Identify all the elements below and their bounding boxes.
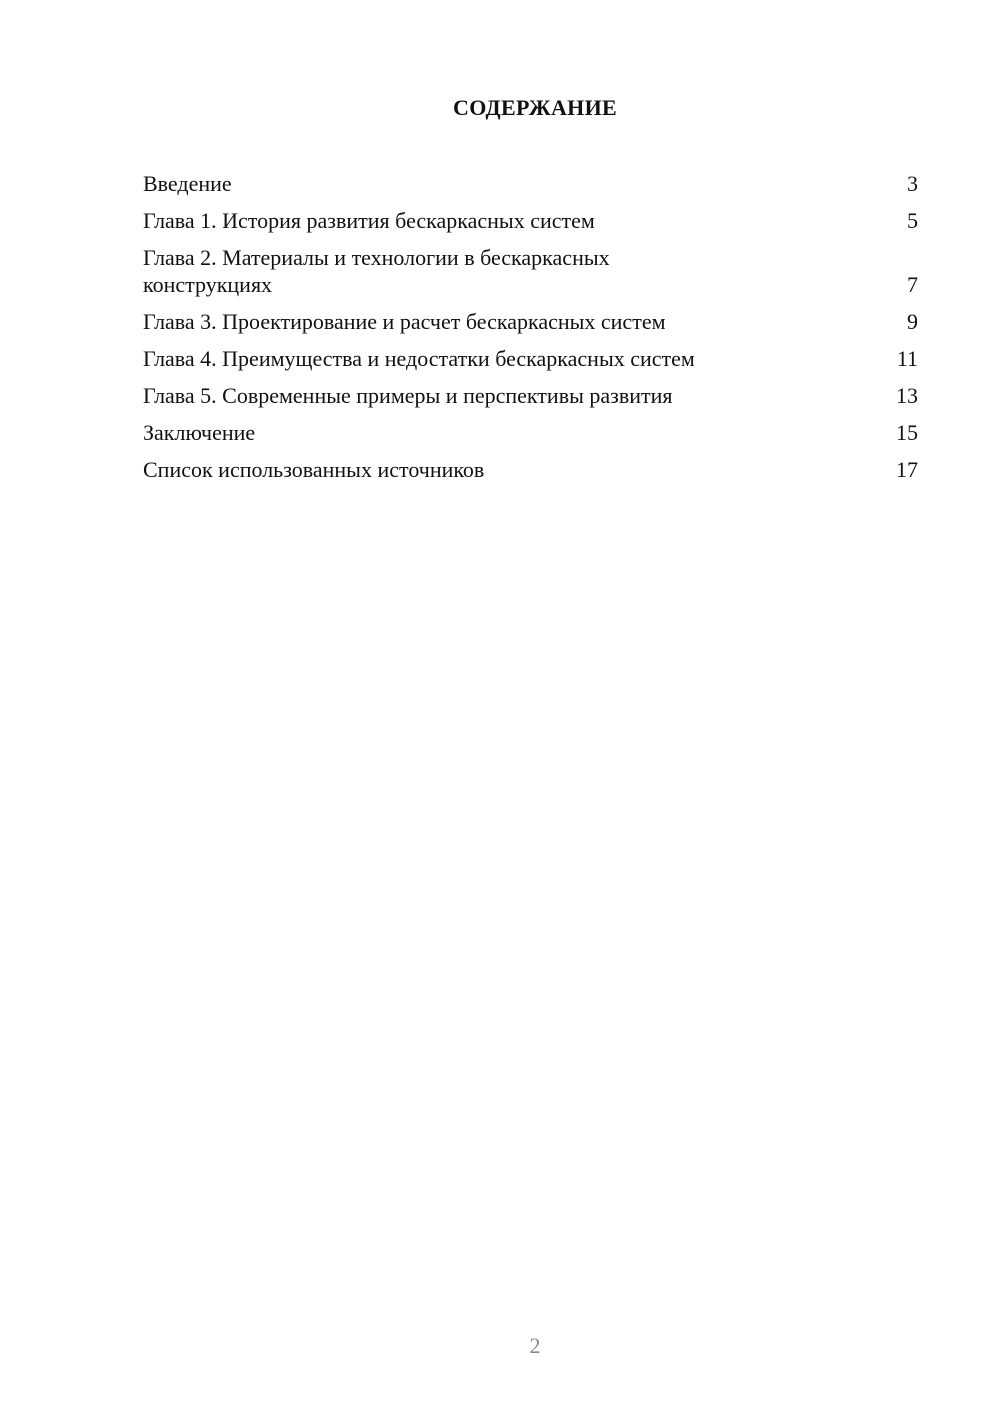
- toc-entry-chapter-3: [143, 308, 918, 335]
- toc-entry-references: [143, 456, 918, 483]
- toc-entry-page: 15: [896, 420, 918, 445]
- toc-entry-conclusion: [143, 419, 918, 446]
- toc-entry-page: 9: [907, 309, 918, 334]
- toc-entry-chapter-2: [143, 244, 918, 298]
- toc-entry-title: Введение: [143, 171, 232, 196]
- toc-entry-page: 7: [907, 272, 918, 297]
- toc-entry-page: 11: [896, 346, 918, 371]
- toc-entry-title: Глава 3. Проектирование и расчет бескаркасных систем: [143, 309, 666, 334]
- page-number: 2: [529, 1333, 541, 1358]
- toc-entry-page: 3: [907, 171, 918, 196]
- toc-entry-page: 17: [896, 457, 918, 482]
- toc-heading: СОДЕРЖАНИЕ: [453, 95, 617, 120]
- toc-entry-title: Глава 4. Преимущества и недостатки бескаркасных систем: [143, 346, 695, 371]
- toc-entry-page: 13: [896, 383, 918, 408]
- toc-entry-title: Список использованных источников: [143, 457, 485, 482]
- toc-entry-title: Глава 1. История развития бескаркасных систем: [143, 208, 595, 233]
- toc-entry-chapter-1: [143, 207, 918, 234]
- toc-entry-chapter-5: [143, 382, 918, 409]
- toc-entry-title: Глава 2. Материалы и технологии в бескаркасных конструкциях: [143, 245, 610, 297]
- toc-entry-chapter-4: [143, 345, 918, 372]
- toc-entry-title: Заключение: [143, 420, 256, 445]
- toc-entry-introduction: [143, 170, 918, 197]
- toc-entry-page: 5: [907, 208, 918, 233]
- table-of-contents: [143, 170, 918, 493]
- toc-entry-title: Глава 5. Современные примеры и перспективы развития: [143, 383, 673, 408]
